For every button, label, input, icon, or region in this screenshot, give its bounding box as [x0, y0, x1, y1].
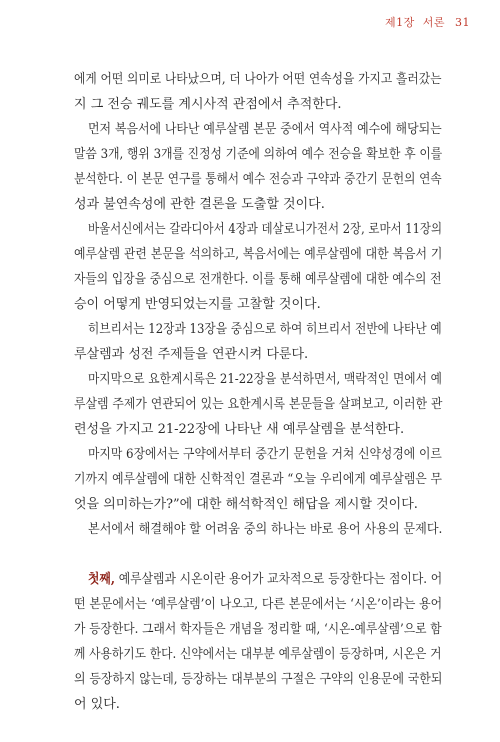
- body-line: 마지막으로 요한계시록은 21-22장을 분석하면서, 맥락적인 면에서 예: [88, 372, 442, 387]
- body-line: 지 그 전승 궤도를 계시사적 관점에서 추적한다.: [74, 97, 342, 112]
- emphasis-lead: 첫째,: [88, 572, 115, 587]
- page-number: 31: [455, 16, 470, 29]
- body-line: 승이 어떻게 반영되었는지를 고찰할 것이다.: [74, 297, 321, 312]
- body-line: 의 등장하지 않는데, 등장하는 대부분의 구절은 구약의 인용문에 국한되: [74, 672, 443, 687]
- body-line: 어 있다.: [74, 697, 120, 712]
- body-line: 바울서신에서는 갈라디아서 4장과 데살로니가전서 2장, 로마서 11장의: [88, 222, 443, 237]
- body-line: 가 등장한다. 그래서 학자들은 개념을 정리할 때, ‘시온-예루살렘’으로 함: [74, 622, 442, 637]
- body-line: 먼저 복음서에 나타난 예루살렘 본문 중에서 역사적 예수에 해당되는: [88, 122, 442, 137]
- body-line: 성과 불연속성에 관한 결론을 도출할 것이다.: [74, 197, 325, 212]
- body-line: 분석한다. 이 본문 연구를 통해서 예수 전승과 구약과 중간기 문헌의 연속: [74, 172, 442, 187]
- body-line: 본서에서 해결해야 할 어려움 중의 하나는 바로 용어 사용의 문제다.: [88, 522, 443, 537]
- body-line: 기까지 예루살렘에 대한 신학적인 결론과 “오늘 우리에게 예루살렘은 무: [74, 472, 442, 487]
- body-line: 마지막 6장에서는 구약에서부터 중간기 문헌을 거쳐 신약성경에 이르: [88, 447, 442, 462]
- body-line: 엇을 의미하는가?”에 대한 해석학적인 해답을 제시할 것이다.: [74, 497, 418, 512]
- body-line: 에게 어떤 의미로 나타났으며, 더 나아가 어떤 연속성을 가지고 흘러갔는: [74, 72, 442, 87]
- body-line: 떤 본문에서는 ‘예루살렘’이 나오고, 다른 본문에서는 ‘시온’이라는 용어: [74, 597, 443, 612]
- body-line: [88, 572, 442, 588]
- section-label: 서론: [422, 16, 445, 29]
- body-line: 루살렘과 성전 주제들을 연관시켜 다룬다.: [74, 347, 309, 362]
- body-line: 말씀 3개, 행위 3개를 진정성 기준에 의하여 예수 전승을 확보한 후 이를: [74, 147, 443, 162]
- body-line: 께 사용하기도 한다. 신약에서는 대부분 예루살렘이 등장하며, 시온은 거: [74, 647, 442, 662]
- body-line: 자들의 입장을 중심으로 전개한다. 이를 통해 예루살렘에 대한 예수의 전: [74, 272, 442, 287]
- running-head: [385, 14, 470, 30]
- chapter-label: 제1장: [384, 16, 415, 29]
- body-line-rest: 예루살렘과 시온이란 용어가 교차적으로 등장한다는 점이다. 어: [114, 572, 443, 587]
- body-line: 루살렘 주제가 연관되어 있는 요한계시록 본문들을 살펴보고, 이러한 관: [74, 397, 443, 412]
- body-line: 예루살렘 관련 본문을 석의하고, 복음서에는 예루살렘에 대한 복음서 기: [74, 247, 443, 262]
- body-line: 히브리서는 12장과 13장을 중심으로 하여 히브리서 전반에 나타난 예: [88, 322, 442, 337]
- body-line: 련성을 가지고 21-22장에 나타난 새 예루살렘을 분석한다.: [74, 422, 405, 437]
